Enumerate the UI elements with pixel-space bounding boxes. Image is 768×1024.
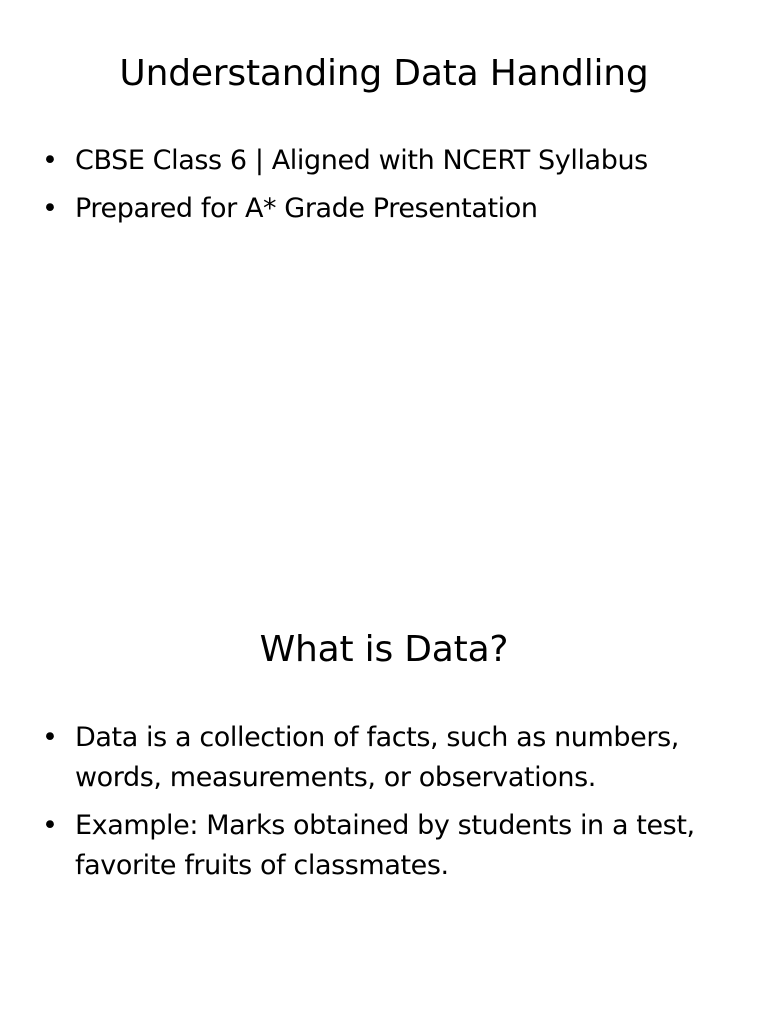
bullet-text: Example: Marks obtained by students in a test, favorite fruits of classmates.	[75, 810, 695, 881]
bullet-item	[42, 141, 732, 181]
bullet-item	[42, 806, 732, 886]
bullet-icon: •	[42, 722, 58, 753]
slide-title: What is Data?	[259, 629, 509, 670]
bullet-text: Prepared for A* Grade Presentation	[75, 193, 538, 224]
bullet-icon: •	[42, 193, 58, 224]
bullet-text: Data is a collection of facts, such as numbers, words, measurements, or observations.	[75, 722, 679, 793]
bullet-text: CBSE Class 6 | Aligned with NCERT Syllabus	[75, 145, 648, 176]
slide-2	[0, 576, 768, 1024]
bullet-item	[42, 718, 732, 798]
bullet-icon: •	[42, 145, 58, 176]
bullet-list	[42, 718, 732, 894]
bullet-item	[42, 189, 732, 229]
slide-title: Understanding Data Handling	[119, 53, 649, 94]
bullet-icon: •	[42, 810, 58, 841]
bullet-list	[42, 141, 732, 237]
